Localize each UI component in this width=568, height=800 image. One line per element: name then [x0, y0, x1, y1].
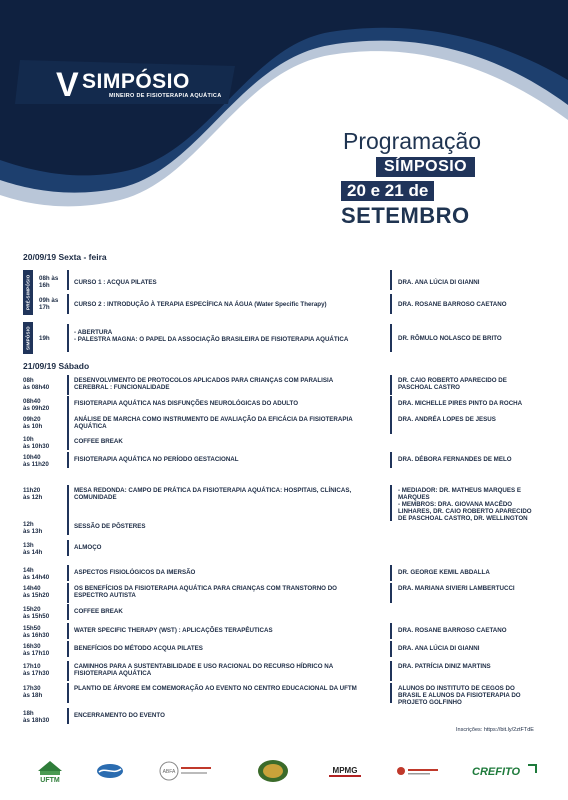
simposio-pill: SÍMPOSIO	[376, 157, 475, 177]
divider	[67, 375, 69, 395]
speaker-name: DR. GEORGE KEMIL ABDALLA	[398, 569, 490, 576]
divider	[390, 641, 392, 657]
divider	[67, 434, 69, 450]
divider	[390, 485, 392, 521]
divider	[67, 270, 69, 290]
divider	[67, 294, 69, 314]
time-text: 11h20 às 12h	[23, 487, 43, 501]
dates-pill: 20 e 21 de	[341, 181, 434, 201]
session-title: ENCERRAMENTO DO EVENTO	[74, 712, 165, 719]
time-cell	[39, 297, 67, 311]
session-title: COFFEE BREAK	[74, 438, 123, 445]
wave-logo	[95, 760, 125, 782]
divider	[67, 540, 69, 556]
day2-title: 21/09/19 Sábado	[23, 361, 90, 371]
speaker-name: DRA. MARIANA SIVIERI LAMBERTUCCI	[398, 585, 515, 592]
uftm-logo	[30, 760, 70, 782]
speaker-name: DRA. PATRÍCIA DINIZ MARTINS	[398, 663, 491, 670]
session-title: ALMOÇO	[74, 544, 102, 551]
divider	[390, 375, 392, 395]
divider	[67, 604, 69, 620]
sponsor-logos	[0, 750, 568, 790]
session-title: BENEFÍCIOS DO MÉTODO ACQUA PILATES	[74, 645, 203, 652]
abfa-logo	[158, 760, 214, 782]
time-cell	[39, 275, 67, 289]
session-title: ASPECTOS FISIOLÓGICOS DA IMERSÃO	[74, 569, 196, 576]
divider	[390, 414, 392, 434]
logo-subtitle: MINEIRO DE FISIOTERAPIA AQUÁTICA	[109, 93, 222, 99]
speaker-name: DRA. DÉBORA FERNANDES DE MELO	[398, 456, 512, 463]
time-text: 15h20 às 15h50	[23, 606, 50, 620]
divider	[67, 519, 69, 535]
crefito-logo	[470, 760, 540, 782]
divider	[390, 270, 392, 290]
seal-logo	[256, 760, 290, 782]
divider	[67, 708, 69, 724]
time-text: 12h às 13h	[23, 521, 43, 535]
svg-text:MPMG: MPMG	[332, 766, 358, 775]
speaker-name: DR. RÔMULO NOLASCO DE BRITO	[398, 335, 502, 342]
time-text: 18h às 18h30	[23, 710, 50, 724]
time-text: 19h	[39, 335, 50, 342]
divider	[390, 324, 392, 352]
session-title: WATER SPECIFIC THERAPY (WST) : APLICAÇÕES TERAPÊUTICAS	[74, 627, 273, 634]
time-text: 16h30 às 17h10	[23, 643, 50, 657]
time-text: 14h às 14h40	[23, 567, 50, 581]
session-title: COFFEE BREAK	[74, 608, 123, 615]
speaker-name: DRA. ROSANE BARROSO CAETANO	[398, 301, 507, 308]
session-title: FISIOTERAPIA AQUÁTICA NAS DISFUNÇÕES NEUROLÓGICAS DO ADULTO	[74, 400, 299, 407]
svg-text:UFTM: UFTM	[40, 777, 60, 783]
time-text: 10h40 às 11h20	[23, 454, 49, 468]
time-text: 08h às 16h	[39, 275, 59, 289]
divider	[67, 396, 69, 414]
programacao-heading: Programação	[343, 128, 482, 154]
mpmg-logo	[325, 760, 365, 782]
session-title: MESA REDONDA: CAMPO DE PRÁTICA DA FISIOTERAPIA AQUÁTICA: HOSPITAIS, CLÍNICAS, COMUNIDADE	[74, 487, 352, 501]
sanajeras-logo	[393, 760, 441, 782]
time-text: 17h30 às 18h	[23, 685, 43, 699]
speaker-name: - MEDIADOR: DR. MATHEUS MARQUES E MARQUES - MEMBROS: DRA. GIOVANA MACÊDO LINHARES, DR. CAIO ROBERTO APARECIDO DE PASCHOAL CASTRO, DR. WELLINGTON	[398, 487, 532, 522]
divider	[390, 683, 392, 703]
time-cell	[39, 335, 67, 342]
time-text: 08h às 08h40	[23, 377, 50, 391]
wave-background	[0, 0, 568, 245]
session-title: SESSÃO DE PÔSTERES	[74, 523, 146, 530]
speaker-name: DRA. MICHELLE PIRES PINTO DA ROCHA	[398, 400, 523, 407]
speaker-name: DRA. ROSANE BARROSO CAETANO	[398, 627, 507, 634]
session-title: - ABERTURA - PALESTRA MAGNA: O PAPEL DA ASSOCIAÇÃO BRASILEIRA DE FISIOTERAPIA AQUÁTICA	[74, 329, 349, 343]
logo-roman-numeral: V	[56, 66, 78, 104]
svg-text:CREFITO: CREFITO	[472, 766, 521, 778]
divider	[67, 565, 69, 581]
time-text: 09h20 às 10h	[23, 416, 43, 430]
session-title: FISIOTERAPIA AQUÁTICA NO PERÍODO GESTACIONAL	[74, 456, 239, 463]
session-title: CAMINHOS PARA A SUSTENTABILIDADE E USO RACIONAL DO RECURSO HÍDRICO NA FISIOTERAPIA AQUÁTICA	[74, 663, 333, 677]
divider	[67, 583, 69, 603]
month-heading: SETEMBRO	[341, 203, 470, 228]
divider	[67, 661, 69, 681]
header-banner	[0, 0, 568, 245]
inscricoes-link[interactable]: Inscrições: https://bit.ly/2ztFTdE	[456, 727, 534, 733]
session-title: CURSO 1 : ACQUA PILATES	[74, 279, 157, 286]
logo-title: SIMPÓSIO	[82, 70, 190, 93]
divider	[67, 623, 69, 639]
divider	[390, 565, 392, 581]
pre-simposio-label: PRÉ-SIMPÓSIO	[23, 270, 33, 315]
divider	[390, 396, 392, 414]
divider	[67, 683, 69, 703]
time-text: 10h às 10h30	[23, 436, 50, 450]
divider	[390, 294, 392, 314]
day1-title: 20/09/19 Sexta - feira	[23, 252, 107, 262]
time-text: 17h10 às 17h30	[23, 663, 50, 677]
divider	[67, 414, 69, 434]
session-title: DESENVOLVIMENTO DE PROTOCOLOS APLICADOS PARA CRIANÇAS COM PARALISIA CEREBRAL : FUNCIONALIDADE	[74, 377, 333, 391]
divider	[390, 661, 392, 681]
speaker-name: DRA. ANA LÚCIA DI GIANNI	[398, 279, 480, 286]
divider	[67, 324, 69, 352]
speaker-name: ALUNOS DO INSTITUTO DE CEGOS DO BRASIL E ALUNOS DA FISIOTERAPIA DO PROJETO GOLFINHO	[398, 685, 521, 706]
time-text: 15h50 às 16h30	[23, 625, 50, 639]
divider	[67, 641, 69, 657]
time-text: 13h às 14h	[23, 542, 43, 556]
time-text: 14h40 às 15h20	[23, 585, 50, 599]
divider	[67, 485, 69, 521]
speaker-name: DR. CAIO ROBERTO APARECIDO DE PASCHOAL CASTRO	[398, 377, 507, 391]
divider	[67, 452, 69, 468]
svg-text:ABFA: ABFA	[162, 769, 176, 775]
session-title: PLANTIO DE ÁRVORE EM COMEMORAÇÃO AO EVENTO NO CENTRO EDUCACIONAL DA UFTM	[74, 685, 357, 692]
divider	[390, 623, 392, 639]
divider	[390, 452, 392, 468]
divider	[390, 583, 392, 603]
speaker-name: DRA. ANDRÉA LOPES DE JESUS	[398, 416, 496, 423]
speaker-name: DRA. ANA LÚCIA DI GIANNI	[398, 645, 480, 652]
session-title: OS BENEFÍCIOS DA FISIOTERAPIA AQUÁTICA PARA CRIANÇAS COM TRANSTORNO DO ESPECTRO AUTISTA	[74, 585, 337, 599]
time-text: 08h40 às 09h20	[23, 398, 50, 412]
session-title: CURSO 2 : INTRODUÇÃO À TERAPIA ESPECÍFICA NA ÁGUA (Water Specific Therapy)	[74, 301, 327, 308]
simposio-label: SIMPÓSIO	[23, 322, 33, 354]
time-text: 09h às 17h	[39, 297, 59, 311]
session-title: ANÁLISE DE MARCHA COMO INSTRUMENTO DE AVALIAÇÃO DA EFICÁCIA DA FISIOTERAPIA AQUÁTICA	[74, 416, 353, 430]
